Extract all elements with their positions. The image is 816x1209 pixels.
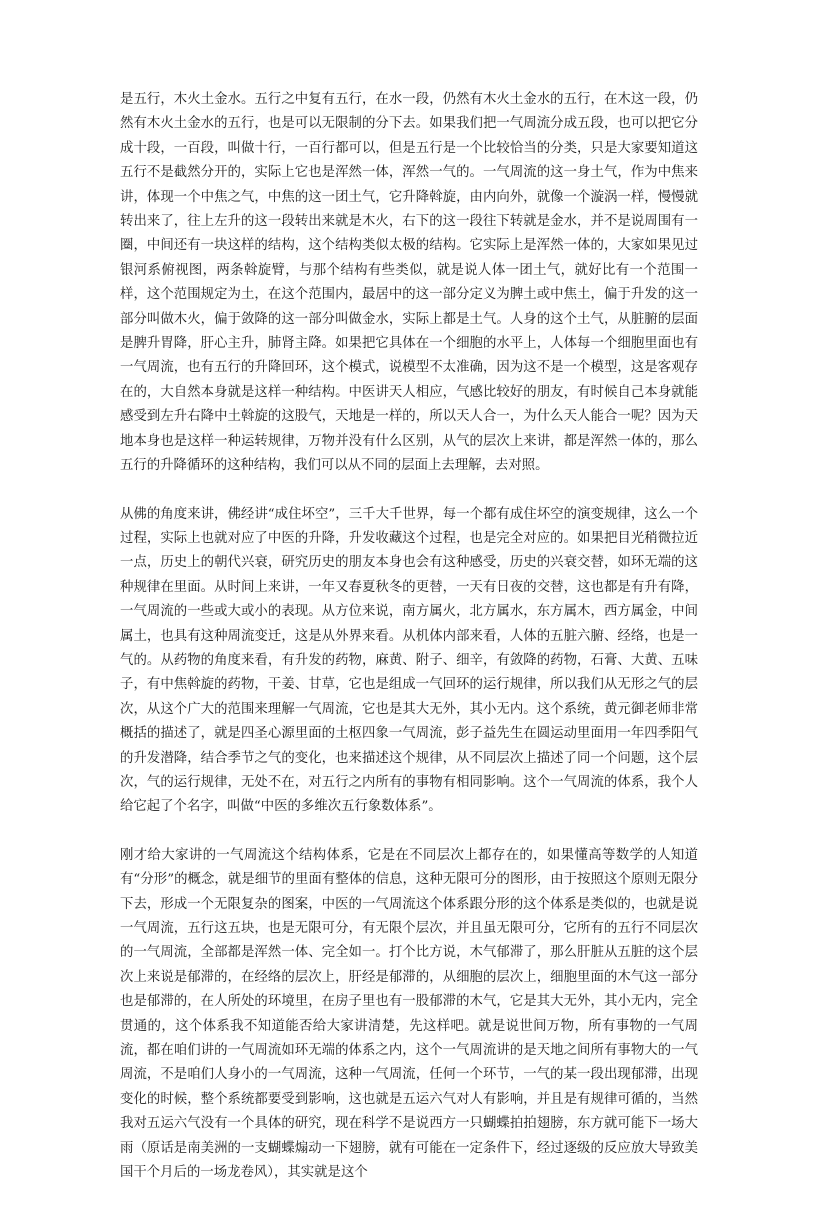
document-page <box>120 88 698 1209</box>
paragraph: 刚才给大家讲的一气周流这个结构体系，它是在不同层次上都存在的，如果懂高等数学的人知道有“分形”的概念，就是细节的里面有整体的信息，这种无限可分的图形，由于按照这个原则无限分下去，形成一个无限复杂的图案，中医的一气周流这个体系跟分形的这个体系是类似的，也就是说一气周流，五行这五块，也是无限可分，有无限个层次，并且虽无限可分，它所有的五行不同层次的一气周流，全部都是浑然一体、完全如一。打个比方说，木气郁滞了，那么肝脏从五脏的这个层次上来说是郁滞的，在经络的层次上，肝经是郁滞的，从细胞的层次上，细胞里面的木气这一部分也是郁滞的，在人所处的环境里，在房子里也有一股郁滞的木气，它是其大无外，其小无内，完全贯通的，这个体系我不知道能否给大家讲清楚，先这样吧。就是说世间万物，所有事物的一气周流，都在咱们讲的一气周流如环无端的体系之内，这个一气周流讲的是天地之间所有事物大的一气周流，不是咱们人身小的一气周流，这种一气周流，任何一个环节，一气的某一段出现郁滞，出现变化的时候，整个系统都要受到影响，这也就是五运六气对人有影响，并且是有规律可循的，当然我对五运六气没有一个具体的研究，现在科学不是说西方一只蝴蝶拍拍翅膀，东方就可能下一场大雨（原话是南美洲的一支蝴蝶煽动一下翅膀，就有可能在一定条件下，经过逐级的反应放大导致美国干个月后的一场龙卷风），其实就是这个 <box>120 847 698 1181</box>
paragraph: 是五行，木火土金水。五行之中复有五行，在水一段，仍然有木火土金水的五行，在木这一段，仍然有木火土金水的五行，也是可以无限制的分下去。如果我们把一气周流分成五段，也可以把它分成十段，一百段，叫做十行，一百行都可以，但是五行是一个比较恰当的分类，只是大家要知道这五行不是截然分开的，实际上它也是浑然一体，浑然一气的。一气周流的这一身土气，作为中焦来讲，体现一个中焦之气，中焦的这一团土气，它升降斡旋，由内向外，就像一个漩涡一样，慢慢就转出来了，往上左升的这一段转出来就是木火，右下的这一段往下转就是金水，并不是说周围有一圈，中间还有一块这样的结构，这个结构类似太极的结构。它实际上是浑然一体的，大家如果见过银河系俯视图，两条斡旋臂，与那个结构有些类似，就是说人体一团土气，就好比有一个范围一样，这个范围规定为土，在这个范围内，最居中的这一部分定义为脾土或中焦土，偏于升发的这一部分叫做木火，偏于敛降的这一部分叫做金水，实际上都是土气。人身的这个土气，从脏腑的层面是脾升胃降，肝心主升，肺肾主降。如果把它具体在一个细胞的水平上，人体每一个细胞里面也有一气周流，也有五行的升降回环，这个模式，说模型不太准确，因为这不是一个模型，这是客观存在的，大自然本身就是这样一种结构。中医讲天人相应，气感比较好的朋友，有时候自己本身就能感受到左升右降中土斡旋的这股气，天地是一样的，所以天人合一，为什么天人能合一呢？因为天地本身也是这样一种运转规律，万物并没有什么区别，从气的层次上来讲，都是浑然一体的，那么五行的升降循环的这种结构，我们可以从不同的层面上去理解，去对照。 <box>120 92 698 474</box>
paragraph: 从佛的角度来讲，佛经讲“成住坏空”，三千大千世界，每一个都有成住坏空的演变规律，这么一个过程，实际上也就对应了中医的升降，升发收藏这个过程，也是完全对应的。如果把目光稍微拉近一点，历史上的朝代兴衰，研究历史的朋友本身也会有这种感受，历史的兴衰交替，如环无端的这种规律在里面。从时间上来讲，一年又春夏秋冬的更替，一天有日夜的交替，这也都是有升有降，一气周流的一些或大或小的表现。从方位来说，南方属火，北方属水，东方属木，西方属金，中间属土，也具有这种周流变迁，这是从外界来看。从机体内部来看，人体的五脏六腑、经络，也是一气的。从药物的角度来看，有升发的药物，麻黄、附子、细辛，有敛降的药物，石膏、大黄、五味子，有中焦斡旋的药物，干姜、甘草，它也是组成一气回环的运行规律，所以我们从无形之气的层次，从这个广大的范围来理解一气周流，它也是其大无外，其小无内。这个系统，黄元御老师非常概括的描述了，就是四圣心源里面的土枢四象一气周流，彭子益先生在圆运动里面用一年四季阳气的升发潜降，结合季节之气的变化，也来描述这个规律，从不同层次上描述了同一个问题，这个层次，气的运行规律，无处不在，对五行之内所有的事物有相同影响。这个一气周流的体系，我个人给它起了个名字，叫做“中医的多维次五行象数体系”。 <box>120 506 698 815</box>
